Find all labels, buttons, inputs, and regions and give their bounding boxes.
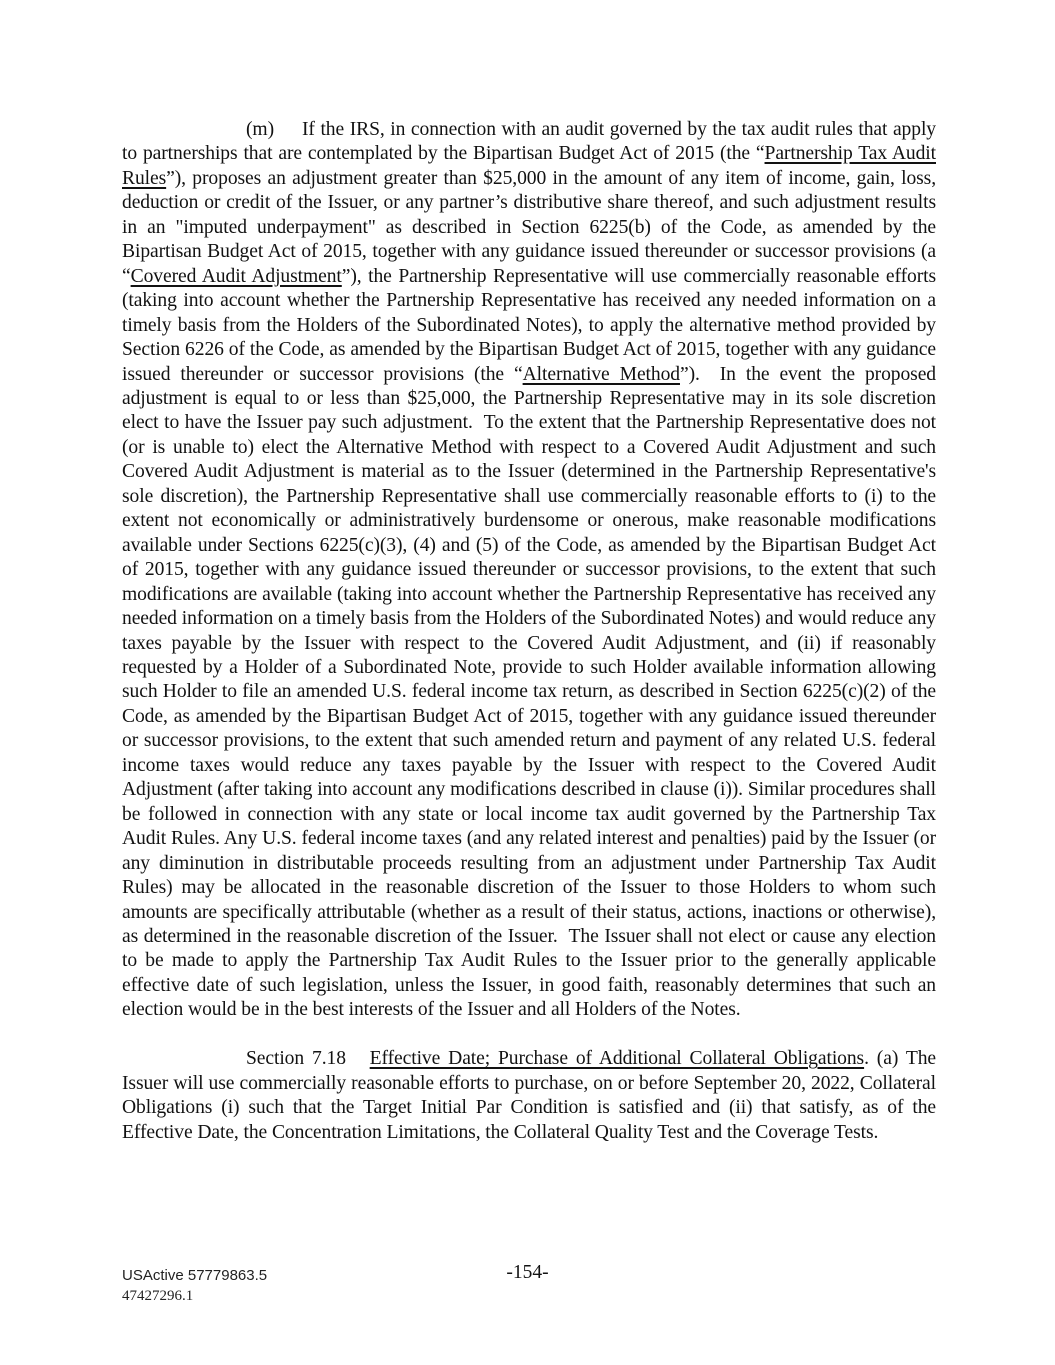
document-body [122,118,936,1170]
footer-doc-id-line-1: USActive 57779863.5 [122,1267,268,1284]
paragraph-section-7-18 [122,1047,936,1145]
defined-term-covered-audit-adjustment: Covered Audit Adjustment [130,265,342,287]
section-number: Section 7.18 [246,1048,370,1070]
defined-term-partnership-tax-audit-rules: Partnership Tax Audit Rules [122,143,936,189]
footer-doc-id-line-2: 47427296.1 [122,1288,194,1304]
section-7-18-text: . (a) The Issuer will use commercially reasonable efforts to purchase, on or before September 20, 2022, Collateral Obligations (i) such that the Target Initial Par Condition is satisfied and (ii) that satisfy, as of the Effective Date, the Concentration Limitations, the Collateral Quality Test and the Coverage Tests. [122,1048,936,1143]
defined-term-alternative-method: Alternative Method [522,363,680,385]
clause-m-text-3: ”), the Partnership Representative will use commercially reasonable efforts (taking into account whether the Partnership Representative has received any needed information on a timely basis from the Holders of the Subordinated Notes), to apply the alternative method provided by Section 6226 of the Code, as amended by the Bipartisan Budget Act of 2015, together with any guidance issued thereunder or successor provisions (the “ [122,265,936,385]
section-heading-effective-date: Effective Date; Purchase of Additional Collateral Obligations [369,1048,865,1070]
clause-m-text-2: ”), proposes an adjustment greater than $25,000 in the amount of any item of income, gain, loss, deduction or credit of the Issuer, or any partner’s distributive share thereof, and such adjustment results in an "imputed underpayment" as described in Section 6225(b) of the Code, as amended by the Bipartisan Budget Act of 2015, together with any guidance issued thereunder or successor provisions (a “ [122,167,936,287]
page-number: -154- [506,1262,549,1283]
clause-m-text-1: (m) If the IRS, in connection with an audit governed by the tax audit rules that apply to partnerships that are contemplated by the Bipartisan Budget Act of 2015 (the “ [122,119,936,165]
clause-m-text-4: ”). In the event the proposed adjustment is equal to or less than $25,000, the Partnership Representative may in its sole discretion elect to have the Issuer pay such adjustment. To the extent that the Partnership Representative does not (or is unable to) elect the Alternative Method with respect to a Covered Audit Adjustment and such Covered Audit Adjustment is material as to the Issuer (determined in the Partnership Representative's sole discretion), the Partnership Representative shall use commercially reasonable efforts to (i) to the extent not economically or administratively burdensome or onerous, make reasonable modifications available under Sections 6225(c)(3), (4) and (5) of the Code, as amended by the Bipartisan Budget Act of 2015, together with any guidance issued thereunder or successor provisions, to the extent that such modifications are available (taking into account whether the Partnership Representative has received any needed information on a timely basis from the Holders of the Subordinated Notes) and would reduce any taxes payable by the Issuer with respect to the Covered Audit Adjustment, and (ii) if reasonably requested by a Holder of a Subordinated Note, provide to such Holder available information allowing such Holder to file an amended U.S. federal income tax return, as described in Section 6225(c)(2) of the Code, as amended by the Bipartisan Budget Act of 2015, together with any guidance issued thereunder or successor provisions, to the extent that such amended return and payment of any related U.S. federal income taxes would reduce any taxes payable by the Issuer with respect to the Covered Audit Adjustment (after taking into account any modifications described in clause (i)). Similar procedures shall be followed in connection with any state or local income tax audit governed by the Partnership Tax Audit Rules. Any U.S. federal income taxes (and any related interest and penalties) paid by the Issuer (or any diminution in distributable proceeds resulting from an adjustment under Partnership Tax Audit Rules) may be allocated in the reasonable discretion of the Issuer to those Holders to whom such amounts are specifically attributable (whether as a result of their status, actions, inactions or otherwise), as determined in the reasonable discretion of the Issuer. The Issuer shall not elect or cause any election to be made to apply the Partnership Tax Audit Rules to the Issuer prior to the generally applicable effective date of such legislation, unless the Issuer, in good faith, reasonably determines that such an election would be in the best interests of the Issuer and all Holders of the Notes. [122,363,936,1021]
paragraph-clause-m [122,118,936,1023]
